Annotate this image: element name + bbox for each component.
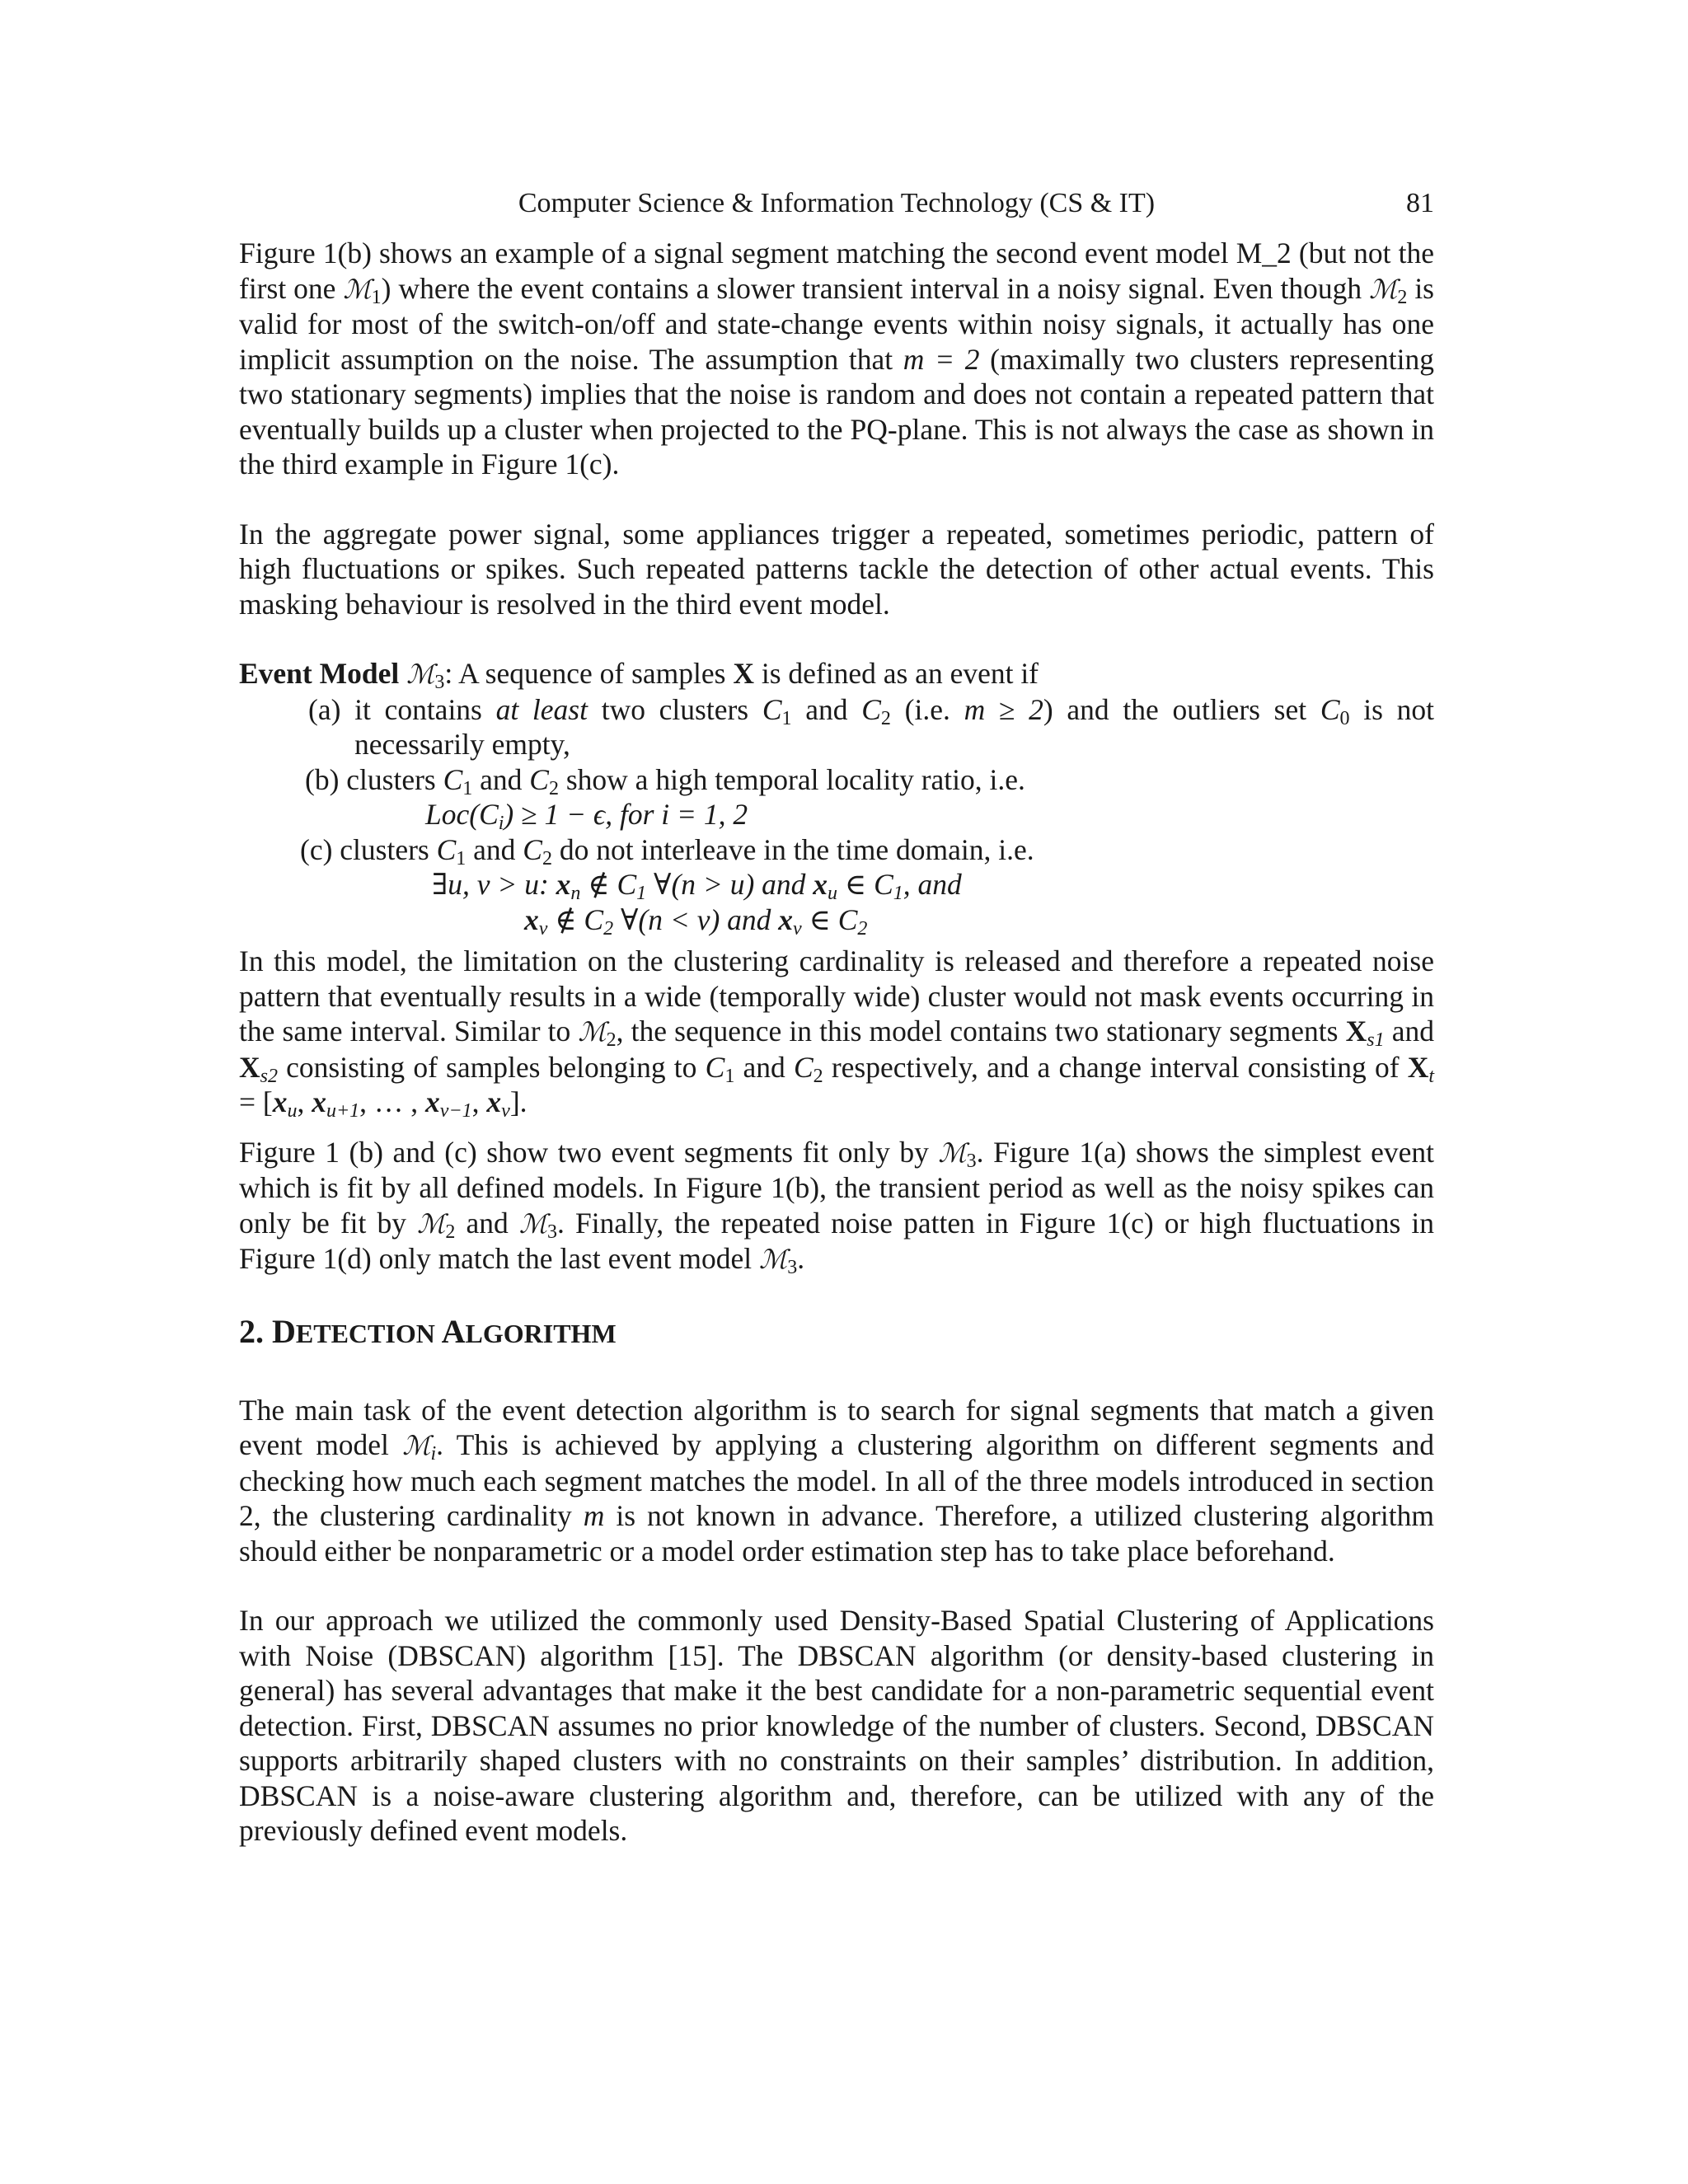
paragraph-model2-discussion: Figure 1(b) shows an example of a signal segment matching the second event model M_2 (but not the first one ℳ$_1$) where the event contains a slower transient interval in a noisy signal. Even though ℳ$_2$ is valid for most of the switch-on/off and state-change events within noisy signals, it actually has one implicit assumption on the noise. The assumption that m = 2 (maximally two clusters representing two stationary segments) implies that the noise is random and does not contain a repeated pattern that eventually builds up a cluster when projected to the PQ-plane. This is not always the case as shown in the third example in Figure 1(c). — [239, 237, 1434, 480]
condition-b: (b) clusters $C_1$ and $C_2$ show a high temporal locality ratio, i.e. $Loc(C_i) \ge 1 - \epsilon$, for i = 1, 2 — [239, 762, 1434, 832]
interleave-formula-1: ∃u, v > u: $x_n$ ∉ $C_1$ ∀(n > u) and $x_u$ ∈ $C_1$, and — [432, 868, 962, 904]
paragraph-aggregate-signal: In the aggregate power signal, some appliances trigger a repeated, sometimes periodic, pattern of high fluctuations or spikes. Such repeated patterns tackle the detection of other actual events. This masking behaviour is resolved in the third event model. — [239, 517, 1434, 621]
paragraph-dbscan: In our approach we utilized the commonly used Density-Based Spatial Clustering of Applications with Noise (DBSCAN) algorithm [15]. The DBSCAN algorithm (or density-based clustering in general) has several advantages that make it the best candidate for a non-parametric sequential event detection. First, DBSCAN assumes no prior knowledge of the number of clusters. Second, DBSCAN supports arbitrarily shaped clusters with no constraints on their samples’ distribution. In addition, DBSCAN is a noise-aware clustering algorithm and, therefore, can be utilized with any of the previously defined event models. — [239, 1604, 1434, 1847]
paragraph-model3-explanation: In this model, the limitation on the clustering cardinality is released and therefore a repeated noise pattern that eventually results in a wide (temporally wide) cluster would not mask events occurring in the same interval. Similar to ℳ$_2$, the sequence in this model contains two stationary segments $X_{s1}$ and $X_{s2}$ consisting of samples belonging to $C_1$ and $C_2$ respectively, and a change interval consisting of $X_t = [x_u$, $x_{u+1}$, … , $x_{v-1}$, $x_v$]. — [239, 944, 1435, 1122]
locality-formula: $Loc(C_i) \ge 1 - \epsilon$, for i = 1, 2 — [425, 798, 748, 834]
event-model-3-definition: Event Model ℳ$_3$: A sequence of samples X is defined as an event if — [239, 657, 1039, 693]
event-model-label: Event Model — [239, 657, 400, 690]
condition-a: (a) it contains at least two clusters $C_1$ and $C_2$ (i.e. m ≥ 2) and the outliers set $C_0$ is not necessarily empty, — [308, 692, 1435, 761]
section-heading: 2. DETECTION ALGORITHM — [239, 1312, 617, 1350]
page-number: 81 — [1406, 188, 1434, 218]
event-model-conditions — [239, 692, 1434, 938]
running-header — [239, 183, 1434, 224]
body-text — [239, 236, 1434, 1849]
journal-title: Computer Science & Information Technology (CS & IT) — [518, 188, 1156, 218]
interleave-formula-2: $x_v$ ∉ $C_2$ ∀(n < v) and $x_v$ ∈ $C_2$ — [524, 902, 868, 940]
paragraph-figure1-summary: Figure 1 (b) and (c) show two event segments fit only by ℳ$_3$. Figure 1(a) shows the simplest event which is fit by all defined models. In Figure 1(b), the transient period as well as the noisy spikes can only be fit by ℳ$_2$ and ℳ$_3$. Finally, the repeated noise patten in Figure 1(c) or high fluctuations in Figure 1(d) only match the last event model ℳ$_3$. — [239, 1135, 1434, 1278]
condition-c: (c) clusters $C_1$ and $C_2$ do not interleave in the time domain, i.e. ∃u, v > u: $x_n$ ∉ $C_1$ ∀(n > u) and $x_u$ ∈ $C_1$, and $x_v$ ∉ $C_2$ ∀(n < v) and $x_v$ ∈ $C_2$ — [239, 832, 1434, 938]
paragraph-detection-task: The main task of the event detection algorithm is to search for signal segments that match a given event model ℳ$_i$. This is achieved by applying a clustering algorithm on different segments and checking how much each segment matches the model. In all of the three models introduced in section 2, the clustering cardinality m is not known in advance. Therefore, a utilized clustering algorithm should either be nonparametric or a model order estimation step has to take place beforehand. — [239, 1393, 1434, 1568]
